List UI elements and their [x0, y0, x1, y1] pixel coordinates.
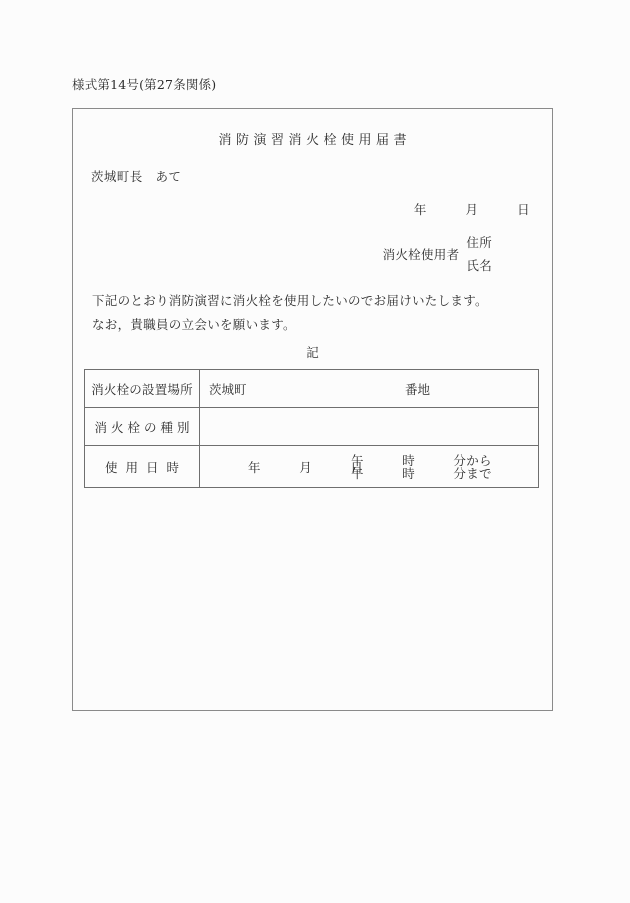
table-value-hydrant-location[interactable]: [200, 370, 539, 408]
table-value-hydrant-type[interactable]: [200, 408, 539, 446]
submission-date-line: 年 月 日: [413, 202, 530, 217]
table-row: [85, 370, 539, 408]
applicant-label: 消火栓使用者: [382, 246, 460, 262]
table-label-hydrant-type: 消火栓の種別: [85, 408, 200, 446]
usage-time-range: [351, 454, 492, 480]
applicant-name-field: 氏名: [466, 258, 492, 273]
hydrant-location-town: 茨城町: [209, 381, 247, 397]
table-value-usage-datetime[interactable]: [200, 446, 539, 488]
body-line-2: なお，貴職員の立会いを願います。: [92, 317, 296, 332]
applicant-address-field: 住所: [466, 235, 492, 250]
usage-time-from: 午 時 分から: [351, 452, 492, 468]
info-table: [84, 369, 539, 488]
applicant-fields: [466, 233, 492, 274]
document-frame: [72, 108, 553, 711]
body-line-1: 下記のとおり消防演習に消火栓を使用したいのでお届けいたします。: [92, 293, 488, 308]
table-row: [85, 446, 539, 488]
table-row: [85, 408, 539, 446]
addressee-line: 茨城町長 あて: [91, 169, 182, 184]
ki-marker: 記: [306, 345, 319, 360]
hydrant-location-banchi: 番地: [405, 381, 431, 397]
table-label-hydrant-location: 消火栓の設置場所: [85, 370, 200, 408]
document-title: 消防演習消火栓使用届書: [218, 133, 411, 148]
form-number-label: 様式第14号(第27条関係): [72, 77, 217, 92]
applicant-block: [383, 233, 492, 274]
usage-time-to: 午 時 分まで: [351, 465, 492, 481]
usage-date-ymd: 年 月 日: [248, 459, 364, 475]
body-text: [92, 289, 488, 337]
table-label-usage-datetime: 使用日時: [85, 446, 200, 488]
